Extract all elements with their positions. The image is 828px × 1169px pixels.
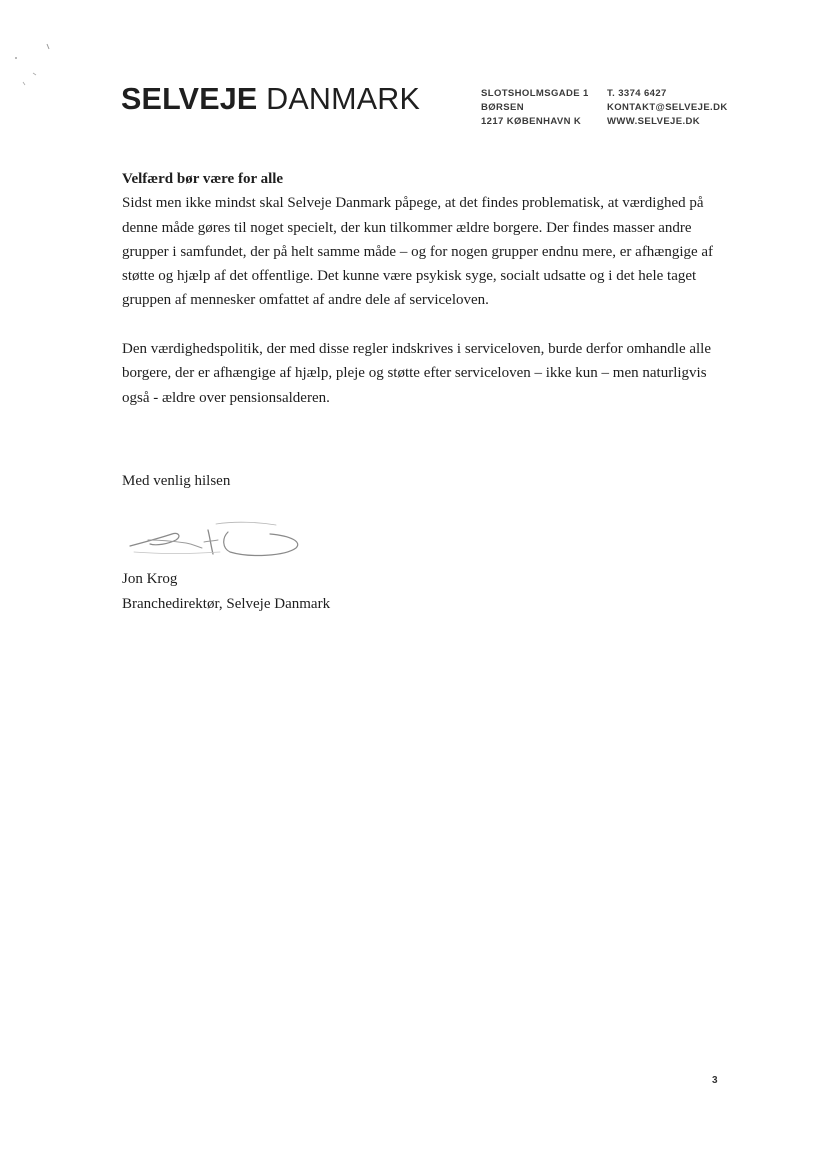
signatory-title: Branchedirektør, Selveje Danmark xyxy=(122,596,331,612)
address-street: SLOTSHOLMSGADE 1 xyxy=(481,88,589,99)
contact-phone: T. 3374 6427 xyxy=(607,88,667,99)
logo-bold-word: SELVEJE xyxy=(121,82,258,116)
letterhead-address xyxy=(481,87,589,129)
handwritten-signature xyxy=(120,516,310,562)
section-heading: Velfærd bør være for alle xyxy=(122,171,284,187)
company-logo xyxy=(121,82,420,117)
closing-greeting: Med venlig hilsen xyxy=(122,473,231,489)
address-city: 1217 KØBENHAVN K xyxy=(481,116,582,127)
contact-email: KONTAKT@SELVEJE.DK xyxy=(607,102,728,113)
signatory-name: Jon Krog xyxy=(122,571,178,587)
contact-website: WWW.SELVEJE.DK xyxy=(607,116,701,127)
scan-specks xyxy=(0,0,80,100)
letterhead-contact xyxy=(607,87,728,129)
address-building: BØRSEN xyxy=(481,102,525,113)
logo-regular-word: DANMARK xyxy=(266,82,421,116)
page-number: 3 xyxy=(712,1075,718,1086)
body-paragraph-1: Sidst men ikke mindst skal Selveje Danmark påpege, at det findes problematisk, at værdighed på denne måde gøres til noget specielt, der kun tilkommer ældre borgere. Der findes masser andre grupper i samfundet, der på helt samme måde – og for nogen grupper endnu mere, er afhængige af støtte og hjælp af det offentlige. Det kunne være psykisk syge, socialt udsatte og i det hele taget gruppen af mennesker omfattet af andre dele af serviceloven. xyxy=(122,195,714,309)
letter-body xyxy=(122,167,732,410)
body-paragraph-2: Den værdighedspolitik, der med disse regler indskrives i serviceloven, burde derfor omhandle alle borgere, der er afhængige af hjælp, pleje og støtte efter serviceloven – ikke kun – men naturligvis også - ældre over pensionsalderen. xyxy=(122,341,711,406)
